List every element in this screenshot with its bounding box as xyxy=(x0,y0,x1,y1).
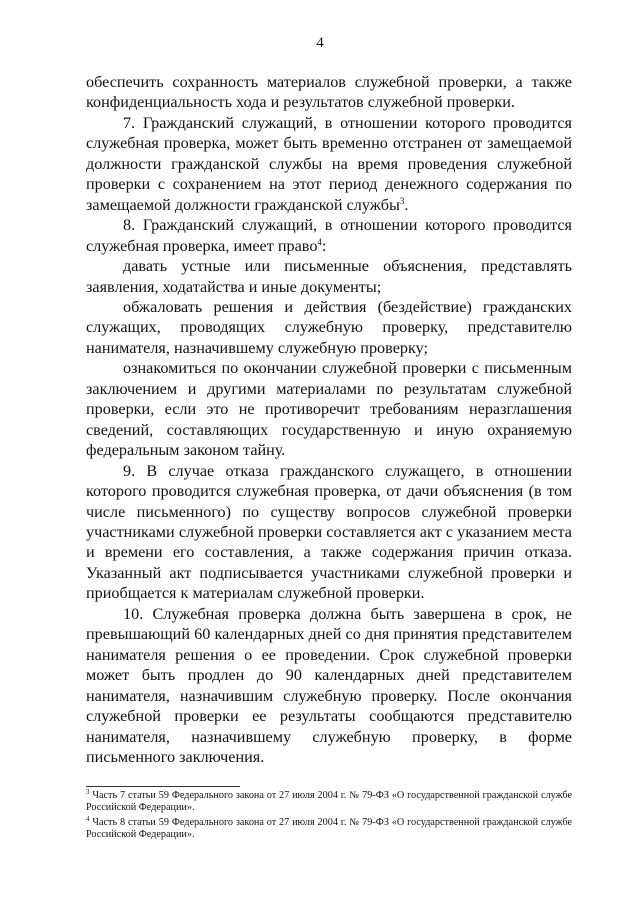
paragraph-text: 7. Гражданский служащий, в отношении которого проводится служебная проверка, может быть временно отстранен от замещаемой должности гражданской службы на время проведения служебной проверки с сохранением на этот период денежного содержания по замещаемой должности гражданской службы xyxy=(86,113,572,214)
paragraph-right-appeal xyxy=(86,297,572,358)
paragraph-continuation xyxy=(86,72,572,113)
paragraph-item-9 xyxy=(86,461,572,604)
paragraph-right-review xyxy=(86,358,572,460)
footnote-mark: 4 xyxy=(86,814,90,823)
paragraph-tail: . xyxy=(404,195,409,214)
footnote-ref-4: 4 xyxy=(317,236,322,247)
footnote-ref-3: 3 xyxy=(399,195,405,206)
paragraph-tail: : xyxy=(321,236,327,255)
paragraph-text: давать устные или письменные объяснения, представлять заявления, ходатайства и иные документы; xyxy=(86,257,572,296)
footnotes xyxy=(86,790,572,844)
footnote-text: Часть 8 статьи 59 Федерального закона от 27 июля 2004 г. № 79-ФЗ «О государственной гражданской службе Российской Федерации». xyxy=(86,816,572,841)
footnote-divider xyxy=(86,786,240,787)
paragraph-text: обеспечить сохранность материалов служебной проверки, а также конфиденциальность хода и результатов служебной проверки. xyxy=(86,73,572,112)
footnote-4 xyxy=(86,814,572,842)
paragraph-item-10 xyxy=(86,604,572,768)
paragraph-text: ознакомиться по окончании служебной проверки с письменным заключением и другими материалами по результатам служебной проверки, если это не противоречит требованиям неразглашения сведений, составляющих государственную и иную охраняемую федеральным законом тайну. xyxy=(86,359,572,460)
paragraph-item-7 xyxy=(86,113,572,215)
paragraph-text: обжаловать решения и действия (бездействие) гражданских служащих, проводящих служебную проверку, представителю нанимателя, назначившему служебную проверку; xyxy=(86,297,572,357)
footnote-text: Часть 7 статьи 59 Федерального закона от 27 июля 2004 г. № 79-ФЗ «О государственной гражданской службе Российской Федерации». xyxy=(86,790,572,814)
paragraph-text: 8. Гражданский служащий, в отношении которого проводится служебная проверка, имеет право xyxy=(86,216,572,255)
paragraph-text: 9. В случае отказа гражданского служащего, в отношении которого проводится служебная проверка, от дачи объяснения (в том числе письменного) по существу вопросов служебной проверки участниками служебной проверки составляется акт с указанием места и времени его составления, а также содержания причин отказа. Указанный акт подписывается участниками служебной проверки и приобщается к материалам служебной проверки. xyxy=(86,461,572,603)
page-number: 4 xyxy=(316,35,324,51)
paragraph-right-explanations xyxy=(86,256,572,297)
paragraph-item-8 xyxy=(86,215,572,256)
paragraph-text: 10. Служебная проверка должна быть завершена в срок, не превышающий 60 календарных дней со дня принятия представителем нанимателя решения о ее проведении. Срок служебной проверки может быть продлен до 90 календарных дней представителем нанимателя, назначившим служебную проверку. После окончания служебной проверки ее результаты сообщаются представителю нанимателя, назначившему служебную проверку, в форме письменного заключения. xyxy=(86,604,572,766)
footnote-3 xyxy=(86,790,572,815)
footnote-mark: 3 xyxy=(86,788,90,796)
body-text xyxy=(86,72,572,767)
